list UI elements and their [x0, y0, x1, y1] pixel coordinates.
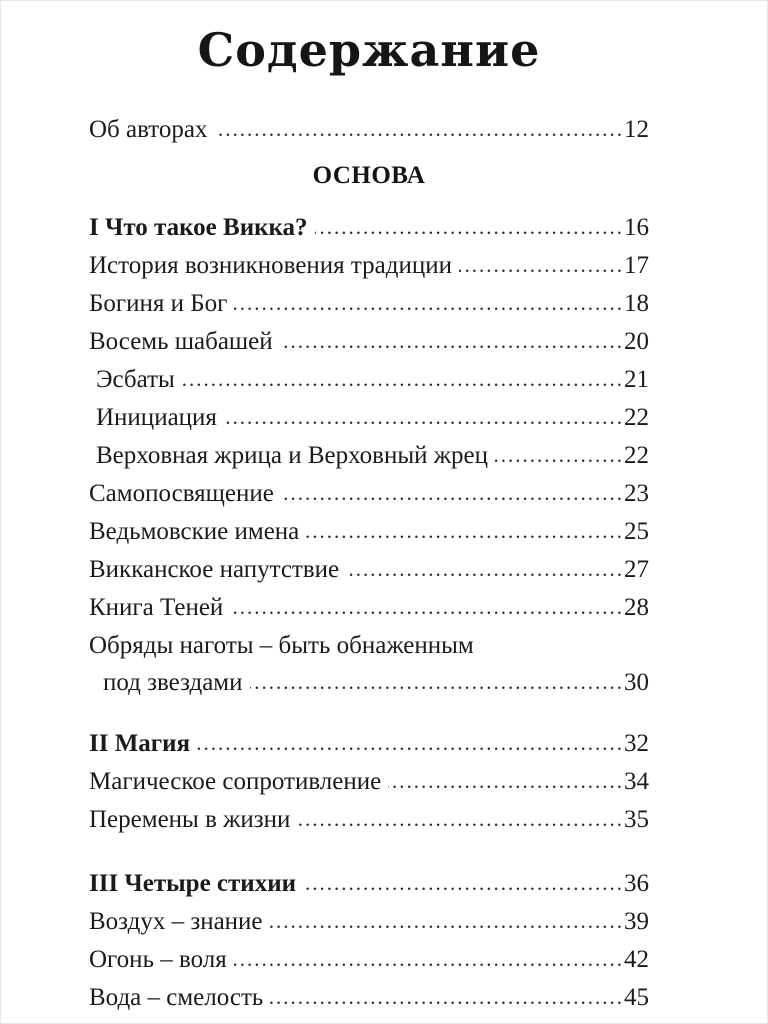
toc-entry-label: Магическое сопротивление: [89, 768, 382, 795]
dot-leader: [315, 209, 624, 246]
toc-entry-label: Книга Теней: [89, 594, 224, 621]
toc-entry: [89, 801, 649, 839]
dot-leader: [297, 801, 624, 838]
toc-entry: [89, 979, 649, 1017]
toc-entry: [89, 247, 649, 285]
toc-content: [89, 23, 649, 1024]
dot-leader: [281, 475, 624, 512]
dot-leader: [250, 664, 624, 701]
page-number: 28: [624, 594, 649, 621]
page-number: 32: [624, 730, 649, 757]
toc-entry-label: Самопосвящение: [89, 480, 274, 507]
page-number: 36: [624, 870, 649, 897]
page-number: 25: [624, 518, 649, 545]
toc-entry: [89, 399, 649, 437]
toc-entry-label: Воздух – знание: [89, 908, 263, 935]
page-number: 22: [624, 442, 649, 469]
toc-entry: [89, 513, 649, 551]
table-of-contents: [89, 111, 649, 1024]
dot-leader: [270, 903, 624, 940]
page-number: 34: [624, 768, 649, 795]
toc-entry-label: [89, 1017, 294, 1024]
page-number: 12: [624, 116, 649, 143]
page-number: 16: [624, 214, 649, 241]
dot-leader: [215, 111, 625, 148]
dot-leader: [230, 589, 624, 626]
toc-entry: [89, 865, 649, 903]
page-number: 39: [624, 908, 649, 935]
page-number: 35: [624, 806, 649, 833]
toc-entry: [89, 111, 649, 149]
page-number: 23: [624, 480, 649, 507]
dot-leader: [294, 1017, 624, 1024]
page-number: 18: [624, 290, 649, 317]
toc-entry-label: I Что такое Викка?: [89, 214, 308, 241]
toc-entry: [89, 209, 649, 247]
toc-entry-label: Обряды наготы – быть обнаженным: [89, 632, 474, 659]
toc-entry-label: III Четыре стихии: [89, 870, 297, 897]
toc-entry: [89, 285, 649, 323]
dot-leader: [346, 551, 624, 588]
toc-entry: [89, 627, 649, 664]
dot-leader: [306, 513, 624, 550]
toc-entry-continuation: [89, 664, 649, 702]
toc-entry: [89, 551, 649, 589]
page-number: 42: [624, 946, 649, 973]
dot-leader: [224, 399, 624, 436]
page-number: [624, 1017, 649, 1024]
toc-entry: [89, 589, 649, 627]
toc-entry: [89, 725, 649, 763]
dot-leader: [388, 763, 624, 800]
page-number: 20: [624, 328, 649, 355]
dot-leader: [182, 361, 624, 398]
toc-entry-label: Богиня и Бог: [89, 290, 228, 317]
dot-leader: [495, 437, 624, 474]
toc-entry: [89, 437, 649, 475]
toc-entry: [89, 763, 649, 801]
toc-entry-label: Вода – смелость: [89, 984, 264, 1011]
toc-entry-label: II Магия: [89, 730, 191, 757]
toc-entry-label: Огонь – воля: [89, 946, 227, 973]
dot-leader: [234, 285, 624, 322]
toc-entry-label: Эсбаты: [96, 366, 175, 393]
page-number: 17: [624, 252, 649, 279]
toc-entry-label: Инициация: [96, 404, 217, 431]
page-number: 30: [624, 669, 649, 696]
page-number: 22: [624, 404, 649, 431]
toc-entry-label: Восемь шабашей: [89, 328, 273, 355]
page-title: Содержание: [197, 23, 541, 77]
toc-entry-label: Викканское напутствие: [89, 556, 340, 583]
page-number: 45: [624, 984, 649, 1011]
toc-entry: [89, 1017, 649, 1024]
toc-entry-label: История возникновения традиции: [89, 252, 452, 279]
toc-entry-label: Ведьмовские имена: [89, 518, 300, 545]
page-number: 27: [624, 556, 649, 583]
dot-leader: [234, 941, 624, 978]
toc-entry: [89, 475, 649, 513]
toc-entry-label: Перемены в жизни: [89, 806, 291, 833]
toc-entry-label: Об авторах: [89, 116, 208, 143]
page-number: 21: [624, 366, 649, 393]
dot-leader: [280, 323, 624, 360]
toc-entry: [89, 361, 649, 399]
toc-entry: [89, 941, 649, 979]
toc-entry-label: под звездами: [103, 669, 243, 696]
dot-leader: [303, 865, 624, 902]
toc-entry-label: Верховная жрица и Верховный жрец: [96, 442, 489, 469]
dot-leader: [197, 725, 624, 762]
dot-leader: [270, 979, 624, 1016]
dot-leader: [459, 247, 624, 284]
section-heading: ОСНОВА: [312, 162, 426, 189]
toc-entry: [89, 903, 649, 941]
toc-entry: [89, 323, 649, 361]
